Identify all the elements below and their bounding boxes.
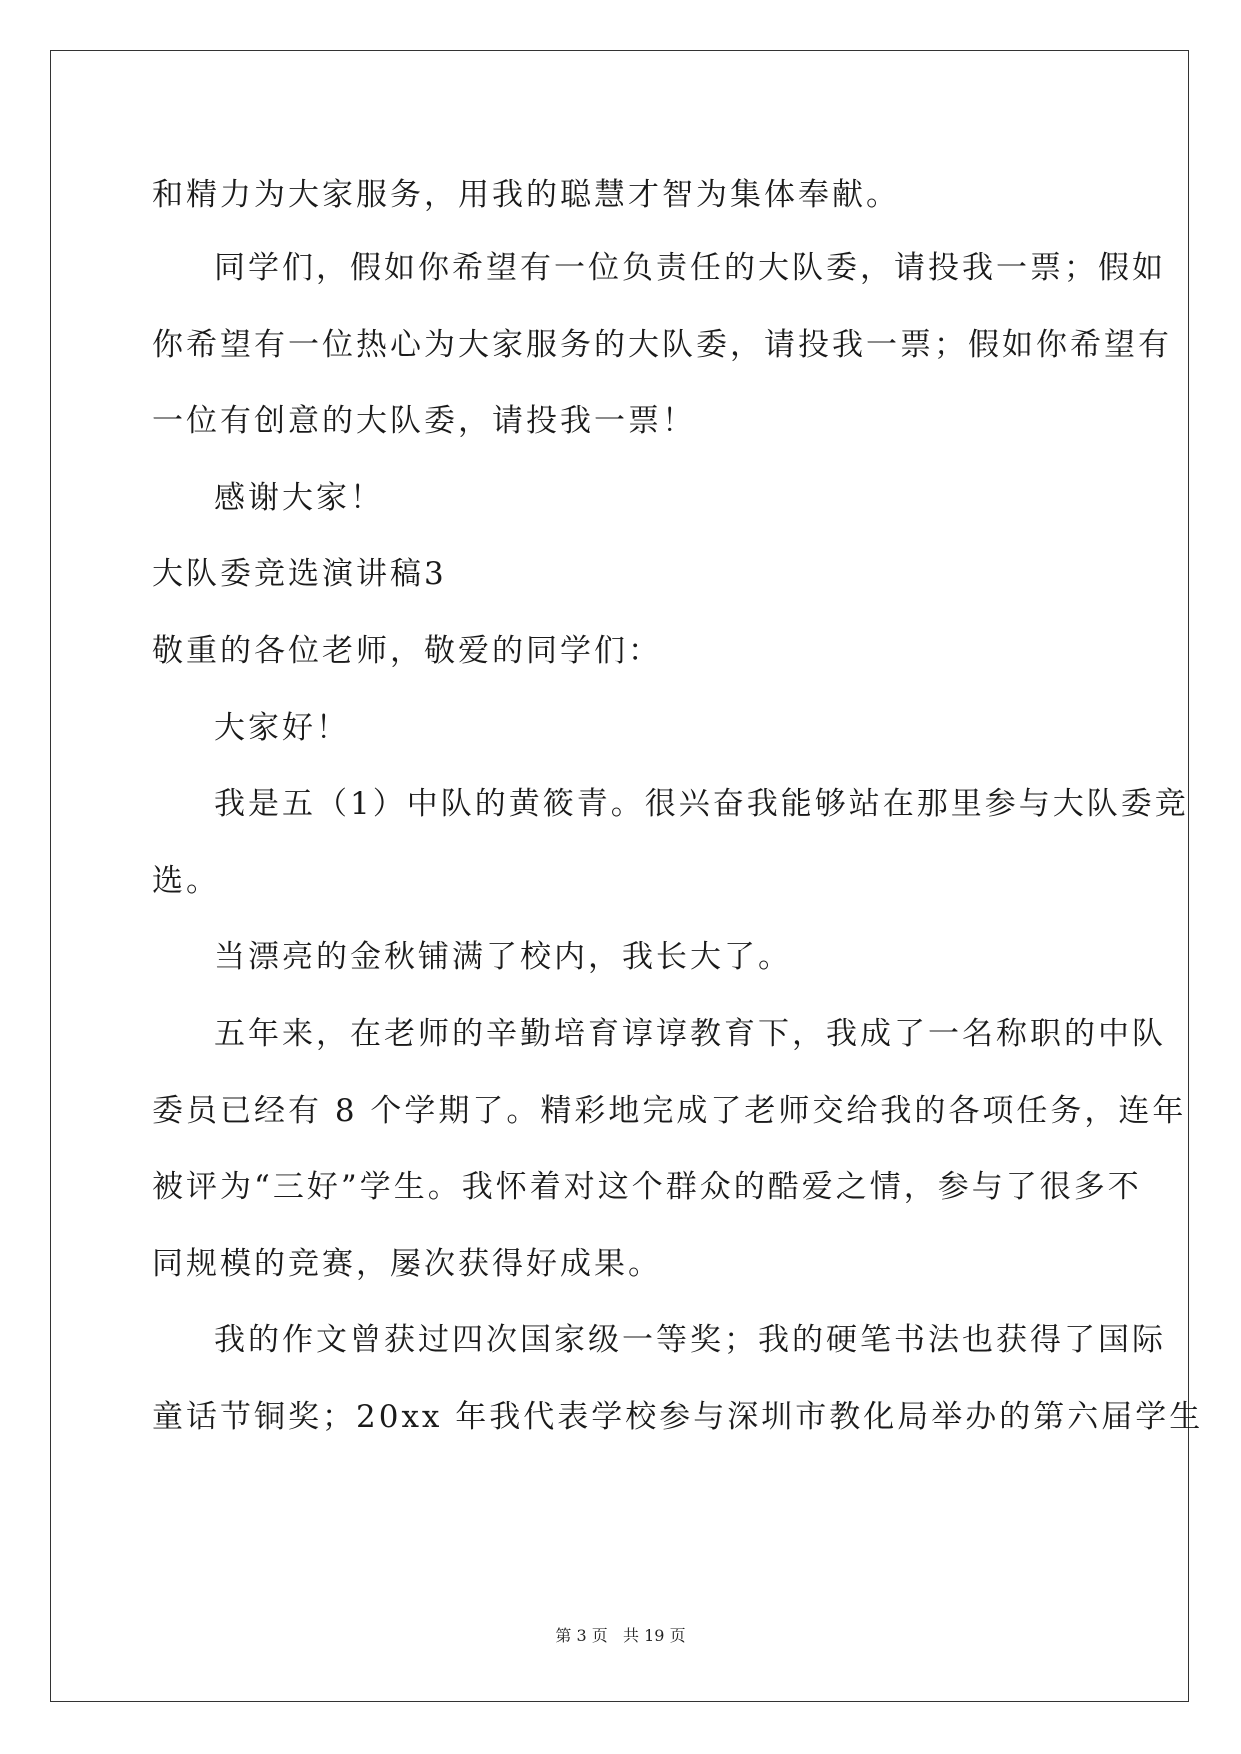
text-line: 一位有创意的大队委，请投我一票！ [152,403,696,440]
text-line: 五年来，在老师的辛勤培育谆谆教育下，我成了一名称职的中队 [214,1015,1166,1052]
text-line: 当漂亮的金秋铺满了校内，我长大了。 [214,939,792,976]
page-total: 共 19 页 [623,1626,686,1645]
text-line: 被评为“三好”学生。我怀着对这个群众的酷爱之情，参与了很多不 [152,1169,1142,1206]
text-line: 和精力为大家服务，用我的聪慧才智为集体奉献。 [152,177,900,213]
text-line: 同规模的竞赛，屡次获得好成果。 [152,1245,662,1282]
page-footer [0,1623,1241,1646]
text-line: 同学们，假如你希望有一位负责任的大队委，请投我一票；假如 [214,250,1166,286]
page-number: 第 3 页 [555,1626,608,1645]
text-line: 童话节铜奖；20xx 年我代表学校参与深圳市教化局举办的第六届学生 [152,1398,1204,1435]
text-line: 你希望有一位热心为大家服务的大队委，请投我一票；假如你希望有 [152,326,1172,363]
text-line: 感谢大家！ [214,479,384,516]
salutation: 敬重的各位老师，敬爱的同学们： [152,632,662,669]
text-line: 我是五（1）中队的黄筱青。很兴奋我能够站在那里参与大队委竞 [214,786,1189,823]
text-line: 我的作文曾获过四次国家级一等奖；我的硬笔书法也获得了国际 [214,1322,1166,1359]
section-heading: 大队委竞选演讲稿3 [152,556,447,593]
document-body [152,160,1204,1456]
text-line: 大家好！ [214,709,350,746]
text-line: 委员已经有 8 个学期了。精彩地完成了老师交给我的各项任务，连年 [152,1092,1187,1129]
text-line: 选。 [152,862,220,899]
